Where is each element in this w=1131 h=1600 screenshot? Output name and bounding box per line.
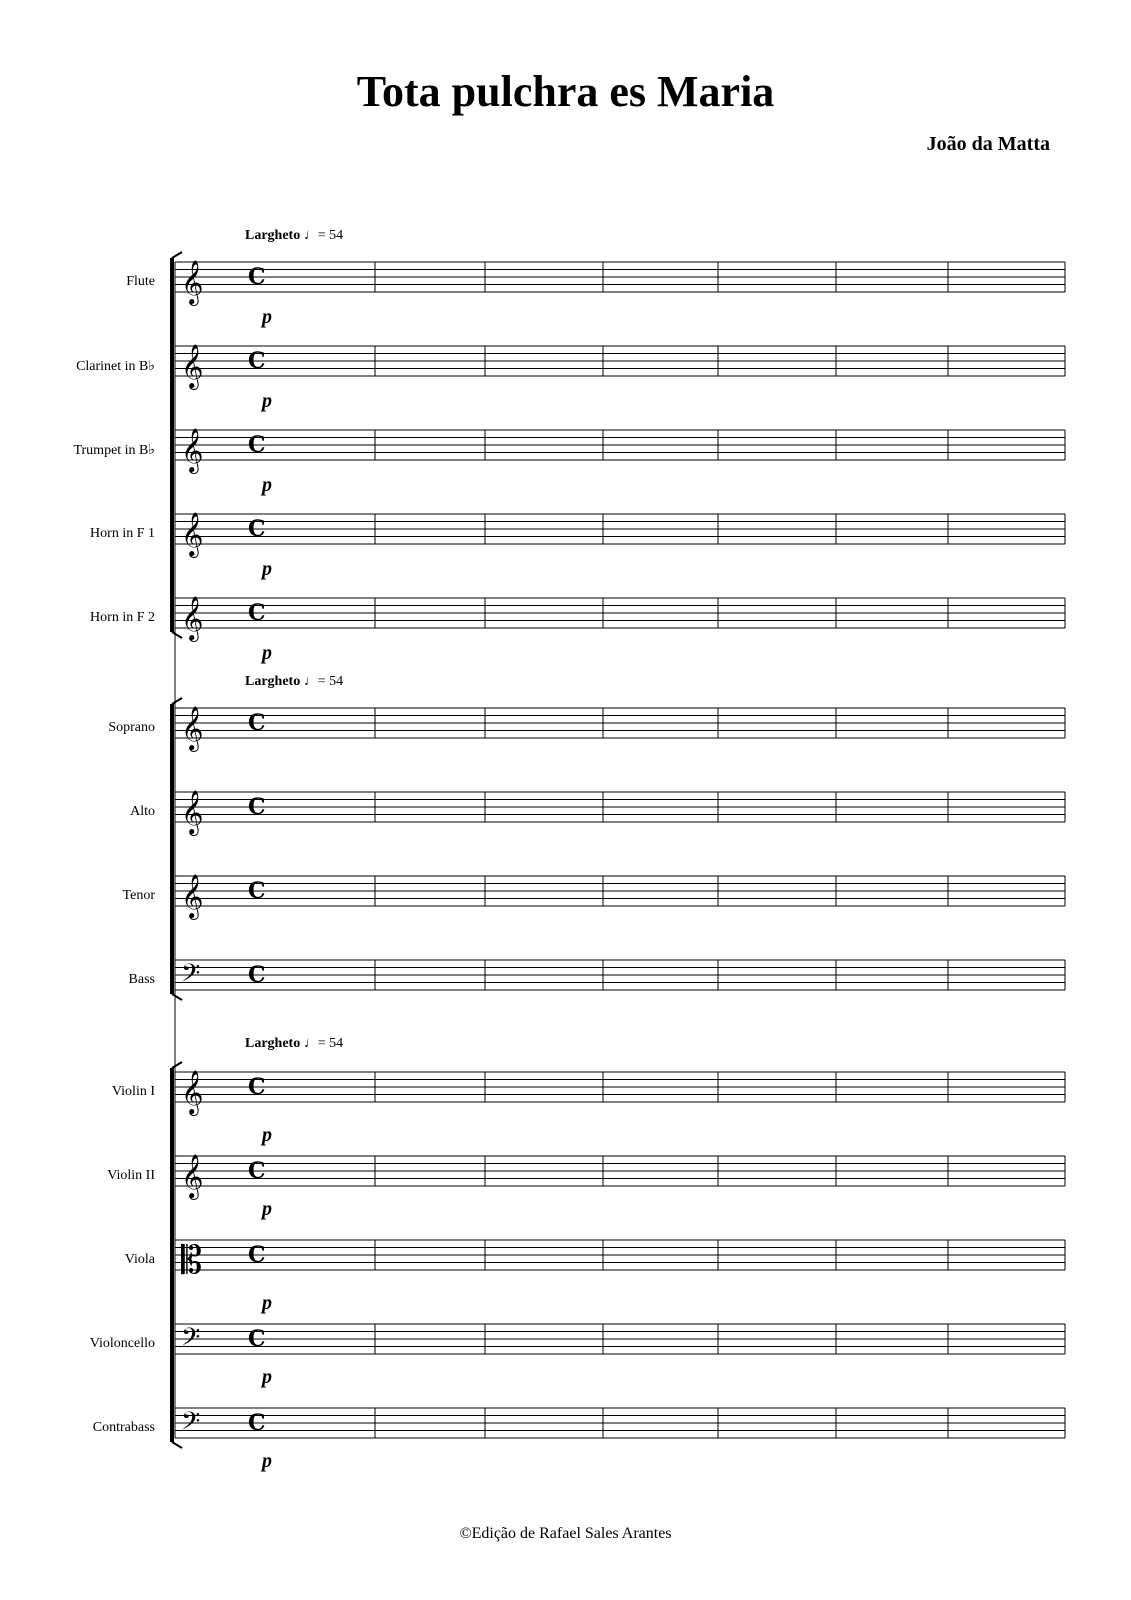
dynamic-violin-1: p [262, 1124, 272, 1146]
time-signature: C [248, 962, 266, 988]
time-signature: C [248, 432, 266, 458]
tempo-bpm: = 54 [317, 228, 344, 243]
time-signature: C [248, 348, 266, 374]
bracket-hook [172, 1062, 182, 1068]
bracket-hook [172, 1442, 182, 1448]
dynamic-violoncello: p [262, 1366, 272, 1388]
instrument-name-trumpet: Trumpet in B♭ [73, 443, 155, 458]
tempo-bpm: = 54 [317, 1036, 344, 1051]
bracket-hook [172, 252, 182, 258]
edition-credit: ©Edição de Rafael Sales Arantes [459, 1525, 672, 1542]
time-signature: C [248, 1158, 266, 1184]
dynamic-horn-1: p [262, 558, 272, 580]
quarter-note-icon: ♩ [303, 228, 318, 243]
dynamic-contrabass: p [262, 1450, 272, 1472]
time-signature: C [248, 710, 266, 736]
clef-icon: 𝄞 [181, 1154, 204, 1198]
clef-icon: 𝄞 [181, 596, 204, 640]
dynamic-trumpet: p [262, 474, 272, 496]
time-signature: C [248, 1074, 266, 1100]
clef-icon: 𝄞 [181, 344, 204, 388]
composer-name: João da Matta [926, 133, 1050, 155]
clef-icon: 𝄞 [181, 512, 204, 556]
instrument-name-horn-1: Horn in F 1 [90, 526, 155, 541]
time-signature: C [248, 600, 266, 626]
instrument-name-violoncello: Violoncello [89, 1336, 155, 1351]
dynamic-clarinet: p [262, 390, 272, 412]
tempo-label: Largheto [245, 228, 301, 243]
dynamic-flute: p [262, 306, 272, 328]
tempo-label: Largheto [245, 674, 301, 689]
clef-icon: 𝄡 [181, 1238, 203, 1282]
clef-icon: 𝄞 [181, 260, 204, 304]
instrument-name-violin-2: Violin II [107, 1168, 155, 1183]
tempo-bpm: = 54 [317, 674, 344, 689]
instrument-name-flute: Flute [126, 274, 155, 289]
time-signature: C [248, 1410, 266, 1436]
instrument-name-alto: Alto [130, 804, 155, 819]
clef-icon: 𝄞 [181, 1070, 204, 1114]
clef-icon: 𝄞 [181, 790, 204, 834]
quarter-note-icon: ♩ [303, 1036, 318, 1051]
instrument-name-bass: Bass [128, 972, 155, 987]
time-signature: C [248, 516, 266, 542]
time-signature: C [248, 878, 266, 904]
clef-icon: 𝄢 [181, 959, 201, 994]
time-signature: C [248, 1326, 266, 1352]
clef-icon: 𝄢 [181, 1407, 201, 1442]
instrument-name-contrabass: Contrabass [92, 1420, 155, 1435]
clef-icon: 𝄞 [181, 706, 204, 750]
time-signature: C [248, 264, 266, 290]
clef-icon: 𝄞 [181, 428, 204, 472]
score-title: Tota pulchra es Maria [356, 67, 775, 116]
bracket-hook [172, 698, 182, 704]
dynamic-horn-2: p [262, 642, 272, 664]
instrument-name-violin-1: Violin I [111, 1084, 155, 1099]
clef-icon: 𝄢 [181, 1323, 201, 1358]
quarter-note-icon: ♩ [303, 674, 318, 689]
instrument-name-viola: Viola [124, 1252, 155, 1267]
dynamic-viola: p [262, 1292, 272, 1314]
instrument-name-tenor: Tenor [122, 888, 155, 903]
tempo-label: Largheto [245, 1036, 301, 1051]
clef-icon: 𝄞 [181, 874, 204, 918]
time-signature: C [248, 794, 266, 820]
bracket-hook [172, 994, 182, 1000]
instrument-name-horn-2: Horn in F 2 [90, 610, 155, 625]
instrument-name-soprano: Soprano [108, 720, 155, 735]
time-signature: C [248, 1242, 266, 1268]
instrument-name-clarinet: Clarinet in B♭ [76, 359, 155, 374]
dynamic-violin-2: p [262, 1198, 272, 1220]
